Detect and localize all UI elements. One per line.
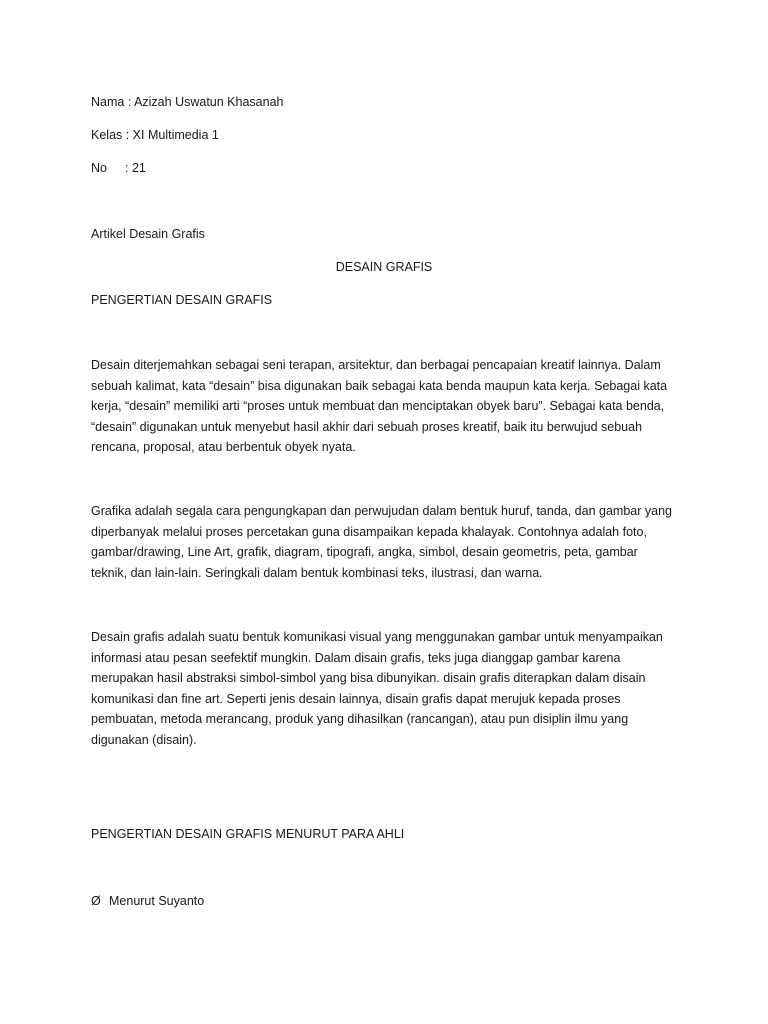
- student-class: Kelas : XI Multimedia 1: [91, 128, 219, 142]
- number-value: : 21: [125, 161, 146, 175]
- student-number: [91, 160, 146, 176]
- document-title: DESAIN GRAFIS: [335, 260, 433, 274]
- paragraph-line: merupakan hasil abstraksi simbol-simbol yang bisa dibunyikan. disain grafis diterapkan dalam disain: [91, 671, 646, 685]
- paragraph-grafika: [91, 501, 681, 583]
- paragraph-line: diperbanyak melalui proses percetakan guna disampaikan kepada khalayak. Contohnya adalah foto,: [91, 524, 647, 539]
- paragraph-line: digunakan (disain).: [91, 732, 197, 747]
- paragraph-line: “desain” digunakan untuk menyebut hasil akhir dari sebuah proses kreatif, baik itu berwujud sebuah: [91, 419, 643, 434]
- paragraph-line: Desain diterjemahkan sebagai seni terapan, arsitektur, dan berbagai pencapaian kreatif lainnya. Dalam: [91, 358, 661, 372]
- number-label: No: [91, 161, 107, 175]
- section-heading-experts: PENGERTIAN DESAIN GRAFIS MENURUT PARA AHLI: [91, 827, 405, 841]
- section-heading-definition: PENGERTIAN DESAIN GRAFIS: [91, 293, 273, 307]
- paragraph-line: Grafika adalah segala cara pengungkapan dan perwujudan dalam bentuk huruf, tanda, dan gambar yang: [91, 504, 672, 518]
- paragraph-line: informasi atau pesan seefektif mungkin. Dalam disain grafis, teks juga dianggap gambar karena: [91, 650, 621, 665]
- paragraph-line: teknik, dan lain-lain. Seringkali dalam bentuk kombinasi teks, ilustrasi, dan warna.: [91, 565, 543, 580]
- paragraph-line: komunikasi dan fine art. Seperti jenis desain lainnya, disain grafis dapat merujuk kepada proses: [91, 691, 621, 706]
- paragraph-line: pembuatan, metoda merancang, produk yang dihasilkan (rancangan), atau pun disiplin ilmu yang: [91, 712, 629, 726]
- paragraph-line: sebuah kalimat, kata “desain” bisa digunakan baik sebagai kata benda maupun kata kerja. Sebagai kata: [91, 378, 668, 393]
- paragraph-line: gambar/drawing, Line Art, grafik, diagram, tipografi, angka, simbol, desain geometris, peta, gambar: [91, 545, 638, 559]
- student-name: Nama : Azizah Uswatun Khasanah: [91, 95, 284, 109]
- paragraph-line: Desain grafis adalah suatu bentuk komunikasi visual yang menggunakan gambar untuk menyampaikan: [91, 630, 663, 644]
- bullet-item: [91, 893, 204, 909]
- paragraph-desain: [91, 355, 681, 458]
- bullet-text: Menurut Suyanto: [109, 894, 205, 908]
- paragraph-line: rencana, proposal, atau berbentuk obyek nyata.: [91, 440, 356, 454]
- bullet-icon: Ø: [91, 894, 101, 908]
- article-label: Artikel Desain Grafis: [91, 227, 205, 241]
- paragraph-desain-grafis: [91, 627, 681, 750]
- paragraph-line: kerja, “desain” memiliki arti “proses untuk membuat dan menciptakan obyek baru”. Sebagai kata benda,: [91, 399, 665, 413]
